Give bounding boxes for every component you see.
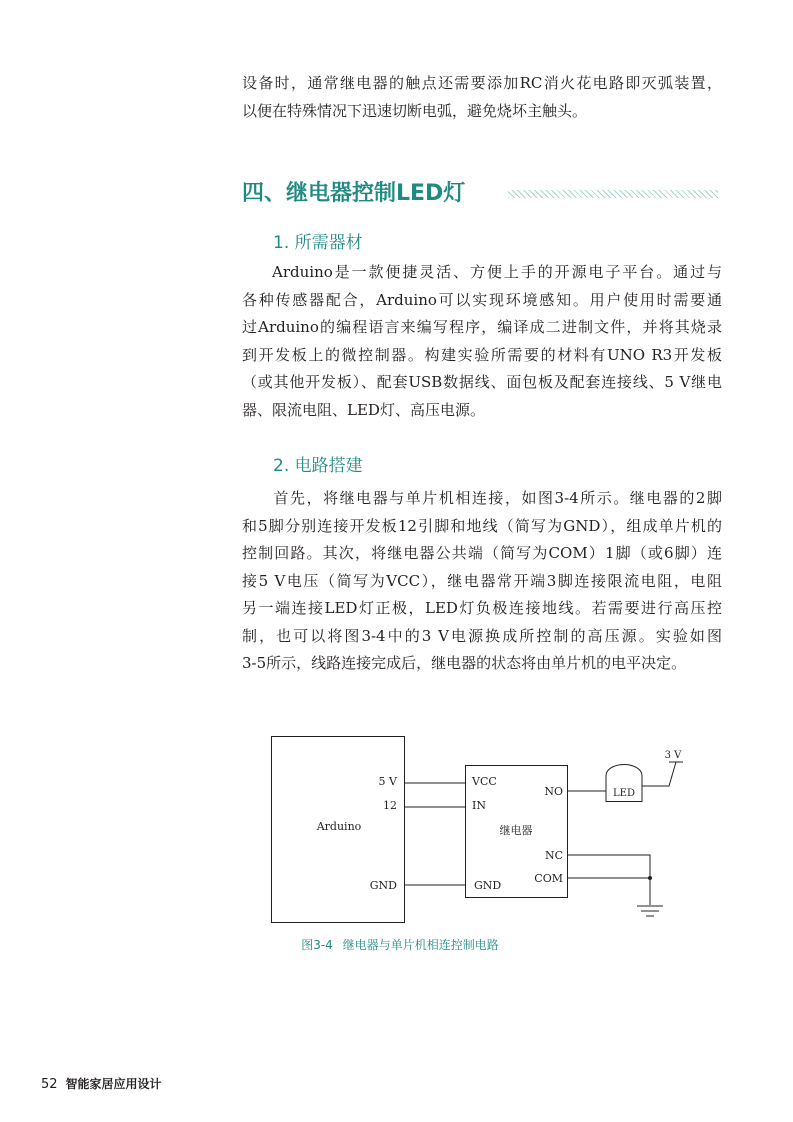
relay-pin-gnd: GND (474, 879, 502, 892)
materials-line-4: 到开发板上的微控制器。构建实验所需要的材料有UNO R3开发板 (242, 345, 722, 364)
circuit-line-6: 制，也可以将图3-4中的3 V电源换成所控制的高压源。实验如图 (242, 626, 722, 645)
arduino-pin-gnd: GND (369, 879, 397, 892)
wire-com-ground (567, 878, 650, 905)
relay-label: 继电器 (499, 824, 533, 837)
circuit-line-5: 另一端连接LED灯正极，LED灯负极连接地线。若需要进行高压控 (242, 599, 722, 617)
relay-pin-nc: NC (544, 849, 563, 862)
circuit-line-1: 首先，将继电器与单片机相连接，如图3-4所示。继电器的2脚 (272, 489, 722, 507)
materials-line-3: 过Arduino的编程语言来编写程序，编译成二进制文件，并将其烧录 (242, 318, 722, 336)
arduino-pin-5v: 5 V (378, 775, 397, 788)
relay-pin-no: NO (544, 785, 563, 798)
relay-pin-com: COM (534, 872, 563, 885)
materials-line-2: 各种传感器配合，Arduino可以实现环境感知。用户使用时需要通 (242, 290, 722, 309)
led-label: LED (613, 788, 635, 799)
arduino-pin-12: 12 (383, 799, 397, 812)
supply-label: 3 V (664, 750, 682, 761)
intro-line-1: 设备时，通常继电器的触点还需要添加RC消火花电路即灭弧装置， (242, 74, 722, 92)
circuit-line-2: 和5脚分别连接开发板12引脚和地线（简写为GND），组成单片机的 (242, 516, 722, 535)
page-footer (41, 1075, 162, 1092)
circuit-line-3: 控制回路。其次，将继电器公共端（简写为COM）1脚（或6脚）连 (242, 544, 722, 562)
intro-line-2: 以便在特殊情况下迅速切断电弧，避免烧坏主触头。 (242, 101, 588, 120)
relay-pin-vcc: VCC (472, 775, 497, 788)
relay-pin-in: IN (472, 799, 486, 812)
figure-number: 图3-4 (301, 938, 333, 952)
circuit-line-7: 3-5所示，线路连接完成后，继电器的状态将由单片机的电平决定。 (242, 654, 687, 672)
subsection-circuit-title: 2. 电路搭建 (273, 456, 363, 476)
wire-led-supply (642, 762, 676, 786)
page-number: 52 (41, 1077, 58, 1092)
arduino-label: Arduino (316, 820, 362, 833)
figure-caption-text: 继电器与单片机相连控制电路 (342, 938, 499, 952)
wire-nc (567, 855, 650, 878)
subsection-materials-title: 1. 所需器材 (273, 233, 363, 253)
section-title: 四、继电器控制LED灯 (242, 181, 466, 206)
circuit-line-4: 接5 V电压（简写为VCC），继电器常开端3脚连接限流电阻，电阻 (242, 571, 722, 590)
book-title: 智能家居应用设计 (65, 1077, 162, 1091)
figure-caption (240, 936, 570, 953)
materials-line-1: Arduino是一款便捷灵活、方便上手的开源电子平台。通过与 (272, 263, 722, 281)
materials-line-5: （或其他开发板）、配套USB数据线、面包板及配套连接线、5 V继电 (242, 373, 722, 391)
materials-line-6: 器、限流电阻、LED灯、高压电源。 (242, 400, 485, 419)
junction-dot (648, 876, 652, 880)
